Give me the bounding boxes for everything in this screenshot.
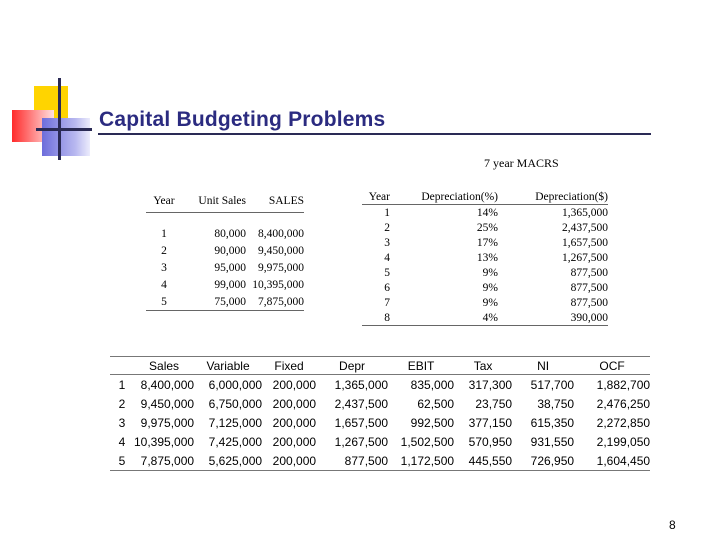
table-row [362, 295, 608, 310]
page-number: 8 [669, 518, 676, 532]
table-cell: 517,700 [530, 377, 575, 392]
table-cell: 62,500 [417, 396, 455, 411]
table-cell: 23,750 [475, 396, 513, 411]
decor-horizontal-line [36, 128, 92, 131]
table-cell: 877,500 [316, 451, 388, 471]
table-cell: 200,000 [262, 451, 316, 471]
table-cell: 1,267,500 [334, 434, 389, 449]
table-cell: 615,350 [530, 415, 575, 430]
table-cell: 1,267,500 [562, 251, 608, 264]
table-cell: 4 [384, 251, 390, 264]
column-header: Year [146, 190, 182, 213]
column-header: OCF [574, 357, 650, 375]
table-cell: 7,425,000 [208, 434, 263, 449]
table-cell: 877,500 [570, 266, 608, 279]
table-cell: 9% [482, 281, 498, 294]
table-cell: 200,000 [272, 415, 317, 430]
column-header: Tax [454, 357, 512, 375]
column-header: Depreciation(%) [390, 189, 498, 205]
table-cell: 8,400,000 [140, 377, 195, 392]
table-cell: 1 [161, 227, 167, 240]
table-cell: 25% [476, 221, 498, 234]
column-header: Year [362, 189, 390, 205]
table-cell: 5 [384, 266, 390, 279]
table-row [110, 375, 650, 395]
table-cell: 877,500 [570, 296, 608, 309]
table-cell: 6,000,000 [208, 377, 263, 392]
column-header [110, 357, 134, 375]
table-row [110, 432, 650, 451]
column-header: NI [512, 357, 574, 375]
decor-vertical-line [58, 78, 61, 160]
table-row [110, 413, 650, 432]
table-cell: 570,950 [468, 434, 513, 449]
table-cell: 2 [118, 396, 126, 411]
table-cell: 9,450,000 [140, 396, 195, 411]
table-cell: 8 [362, 310, 390, 326]
table-cell: 1,882,700 [596, 377, 651, 392]
table-cell: 14% [476, 206, 498, 219]
table-cell: 1,502,500 [400, 434, 455, 449]
table-cell: 3 [384, 236, 390, 249]
table-cell: 9,975,000 [140, 415, 195, 430]
table-cell: 4 [161, 278, 167, 291]
table-cell: 1,657,500 [334, 415, 389, 430]
table-row [146, 276, 304, 293]
cash-flow-table [110, 356, 650, 471]
table-cell: 200,000 [272, 396, 317, 411]
table-row [146, 259, 304, 276]
table-row [362, 265, 608, 280]
table-cell: 2,272,850 [596, 415, 651, 430]
table-cell: 992,500 [410, 415, 455, 430]
table-cell: 2 [384, 221, 390, 234]
table-row [146, 242, 304, 259]
table-cell: 38,750 [537, 396, 575, 411]
table-cell: 10,395,000 [134, 434, 195, 449]
table-cell: 1 [384, 206, 390, 219]
table-cell: 5 [146, 293, 182, 311]
column-header: Variable [194, 357, 262, 375]
table-cell: 9% [482, 266, 498, 279]
table-cell: 726,950 [512, 451, 574, 471]
table-cell: 9,450,000 [258, 244, 304, 257]
table-cell: 200,000 [272, 377, 317, 392]
table-cell: 9% [482, 296, 498, 309]
table-row [146, 213, 304, 243]
table-cell: 6,750,000 [208, 396, 263, 411]
table-cell: 9,975,000 [258, 261, 304, 274]
table-cell: 7 [384, 296, 390, 309]
table-cell: 2,199,050 [596, 434, 651, 449]
cash-flow-table-header [110, 357, 650, 375]
title-underline [98, 133, 651, 135]
table-cell: 3 [161, 261, 167, 274]
column-header: Unit Sales [182, 190, 246, 213]
table-cell: 200,000 [272, 434, 317, 449]
table-cell: 17% [476, 236, 498, 249]
table-cell: 7,875,000 [134, 451, 194, 471]
table-cell: 1 [118, 377, 126, 392]
column-header: Sales [134, 357, 194, 375]
macrs-title: 7 year MACRS [484, 156, 559, 170]
table-row [110, 394, 650, 413]
sales-table [146, 190, 304, 311]
table-cell: 80,000 [214, 227, 246, 240]
table-cell: 99,000 [214, 278, 246, 291]
table-cell: 5 [110, 451, 134, 471]
table-cell: 2,437,500 [334, 396, 389, 411]
table-row [362, 205, 608, 221]
macrs-table [362, 189, 608, 326]
table-cell: 8,400,000 [258, 227, 304, 240]
table-row [362, 220, 608, 235]
table-cell: 1,365,000 [562, 206, 608, 219]
table-cell: 7,875,000 [246, 293, 304, 311]
column-header: Depr [316, 357, 388, 375]
table-cell: 6 [384, 281, 390, 294]
table-row [362, 310, 608, 326]
table-cell: 95,000 [214, 261, 246, 274]
slide-title: Capital Budgeting Problems [99, 108, 386, 131]
table-cell: 4% [390, 310, 498, 326]
table-row [362, 250, 608, 265]
table-cell: 445,550 [454, 451, 512, 471]
column-header: Fixed [262, 357, 316, 375]
table-cell: 835,000 [410, 377, 455, 392]
table-cell: 1,365,000 [334, 377, 389, 392]
table-cell: 5,625,000 [194, 451, 262, 471]
table-row [362, 235, 608, 250]
table-cell: 390,000 [498, 310, 608, 326]
table-cell: 377,150 [468, 415, 513, 430]
table-cell: 931,550 [530, 434, 575, 449]
column-header: SALES [246, 190, 304, 213]
column-header: Depreciation($) [498, 189, 608, 205]
table-cell: 3 [118, 415, 126, 430]
table-cell: 90,000 [214, 244, 246, 257]
table-cell: 2,437,500 [562, 221, 608, 234]
table-cell: 877,500 [570, 281, 608, 294]
table-cell: 75,000 [182, 293, 246, 311]
sales-table-header [146, 190, 304, 213]
table-cell: 10,395,000 [252, 278, 304, 291]
table-cell: 1,604,450 [574, 451, 650, 471]
table-cell: 1,657,500 [562, 236, 608, 249]
table-cell: 4 [118, 434, 126, 449]
table-cell: 13% [476, 251, 498, 264]
table-cell: 2 [161, 244, 167, 257]
table-row [146, 293, 304, 311]
table-cell: 1,172,500 [388, 451, 454, 471]
table-cell: 317,300 [468, 377, 513, 392]
table-row [362, 280, 608, 295]
table-cell: 2,476,250 [596, 396, 651, 411]
table-cell: 7,125,000 [208, 415, 263, 430]
table-row [110, 451, 650, 471]
column-header: EBIT [388, 357, 454, 375]
macrs-table-header [362, 189, 608, 205]
decor-blue-square [42, 118, 90, 156]
